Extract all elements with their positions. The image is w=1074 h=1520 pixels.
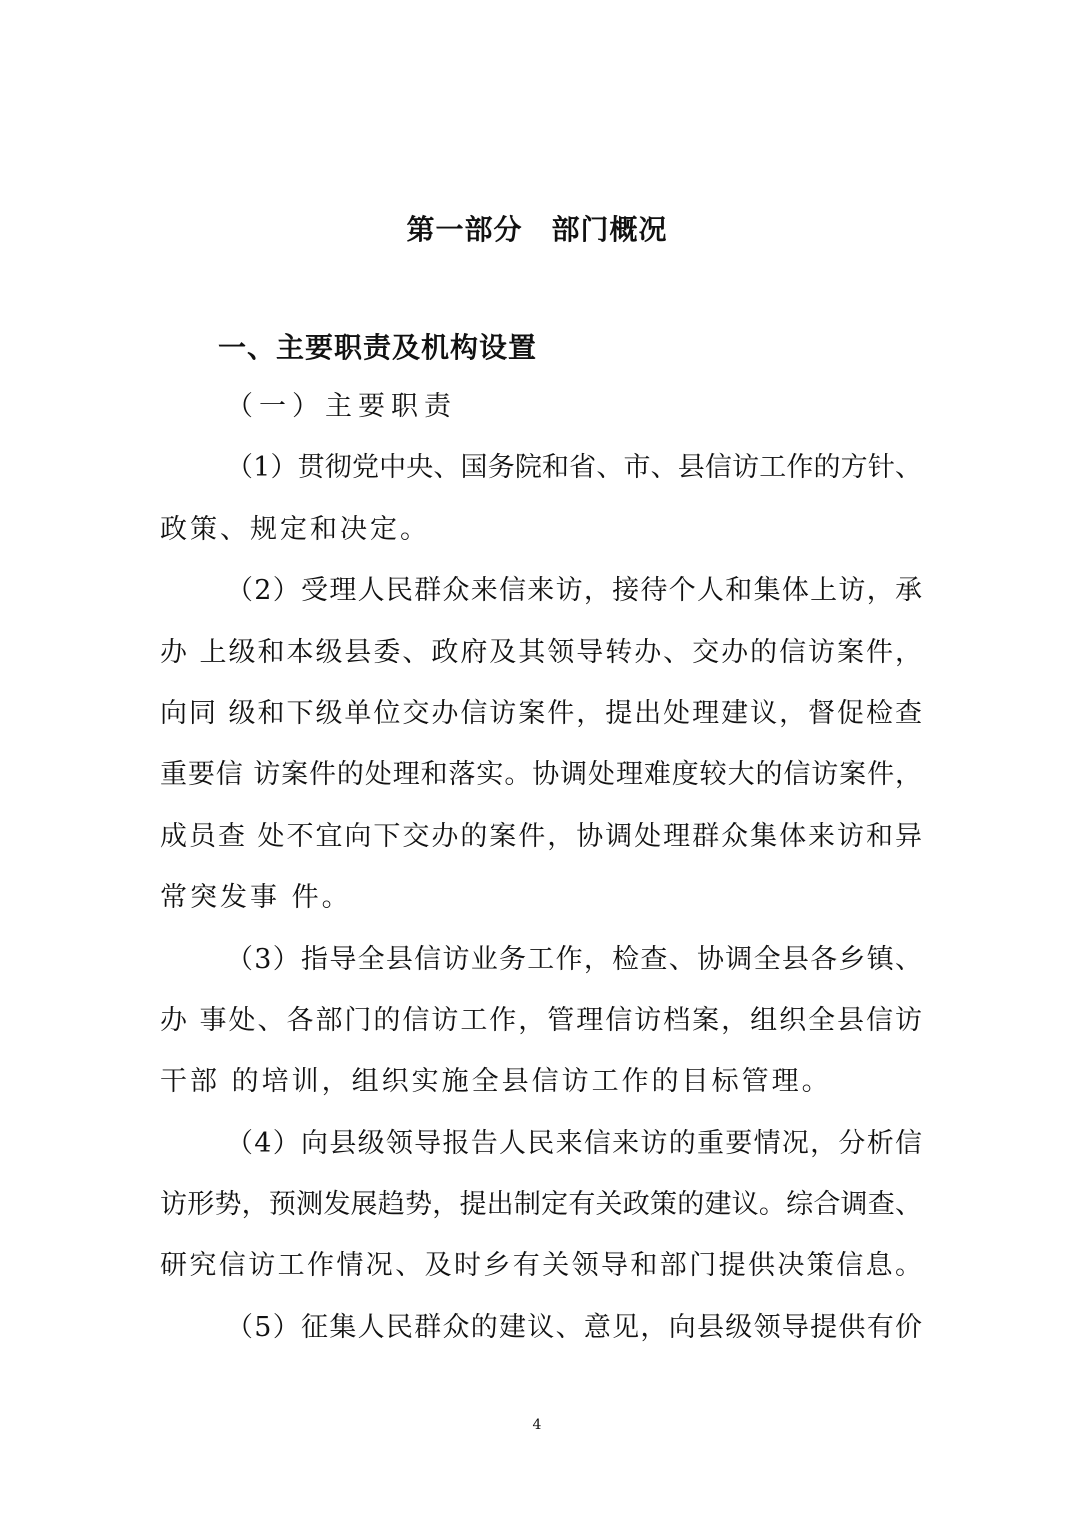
paragraph-line: 成员查 处不宜向下交办的案件，协调处理群众集体来访和异 [160,820,922,852]
page-title: 第一部分 部门概况 [406,213,668,246]
paragraph-line: （1）贯彻党中央、国务院和省、市、县信访工作的方针、 [226,452,922,484]
paragraph-duty-5 [160,1297,922,1358]
paragraph-duty-4 [160,1113,922,1297]
paragraph-line: 办 事处、各部门的信访工作，管理信访档案，组织全县信访 [160,1004,922,1036]
paragraph-line: （3）指导全县信访业务工作，检查、协调全县各乡镇、 [226,943,922,975]
paragraph-duty-3 [160,929,922,1113]
paragraph-duty-2 [160,560,922,928]
paragraph-line: （5）征集人民群众的建议、意见，向县级领导提供有价 [226,1311,922,1343]
paragraph-line: （2）受理人民群众来信来访，接待个人和集体上访，承 [226,575,922,607]
section-heading: 一、主要职责及机构设置 [218,331,538,364]
paragraph-duty-1 [160,437,922,560]
paragraph-line: 研究信访工作情况、及时乡有关领导和部门提供决策信息。 [160,1250,922,1282]
paragraph-line: 干部 的培训，组织实施全县信访工作的目标管理。 [160,1066,832,1098]
paragraph-line: 政策、规定和决定。 [160,513,430,545]
paragraph-line: 向同 级和下级单位交办信访案件，提出处理建议，督促检查 [160,697,922,729]
subsection-heading: （一）主要职责 [226,391,457,422]
paragraph-line: 重要信 访案件的处理和落实。协调处理难度较大的信访案件， [160,759,922,791]
paragraph-line: 访形势，预测发展趋势，提出制定有关政策的建议。综合调查、 [160,1189,922,1221]
body-text [160,376,922,1358]
paragraph-line: （4）向县级领导报告人民来信来访的重要情况，分析信 [226,1127,922,1159]
page-number: 4 [532,1417,542,1433]
paragraph-line: 常突发事 件。 [160,882,352,914]
paragraph-line: 办 上级和本级县委、政府及其领导转办、交办的信访案件， [160,636,922,668]
